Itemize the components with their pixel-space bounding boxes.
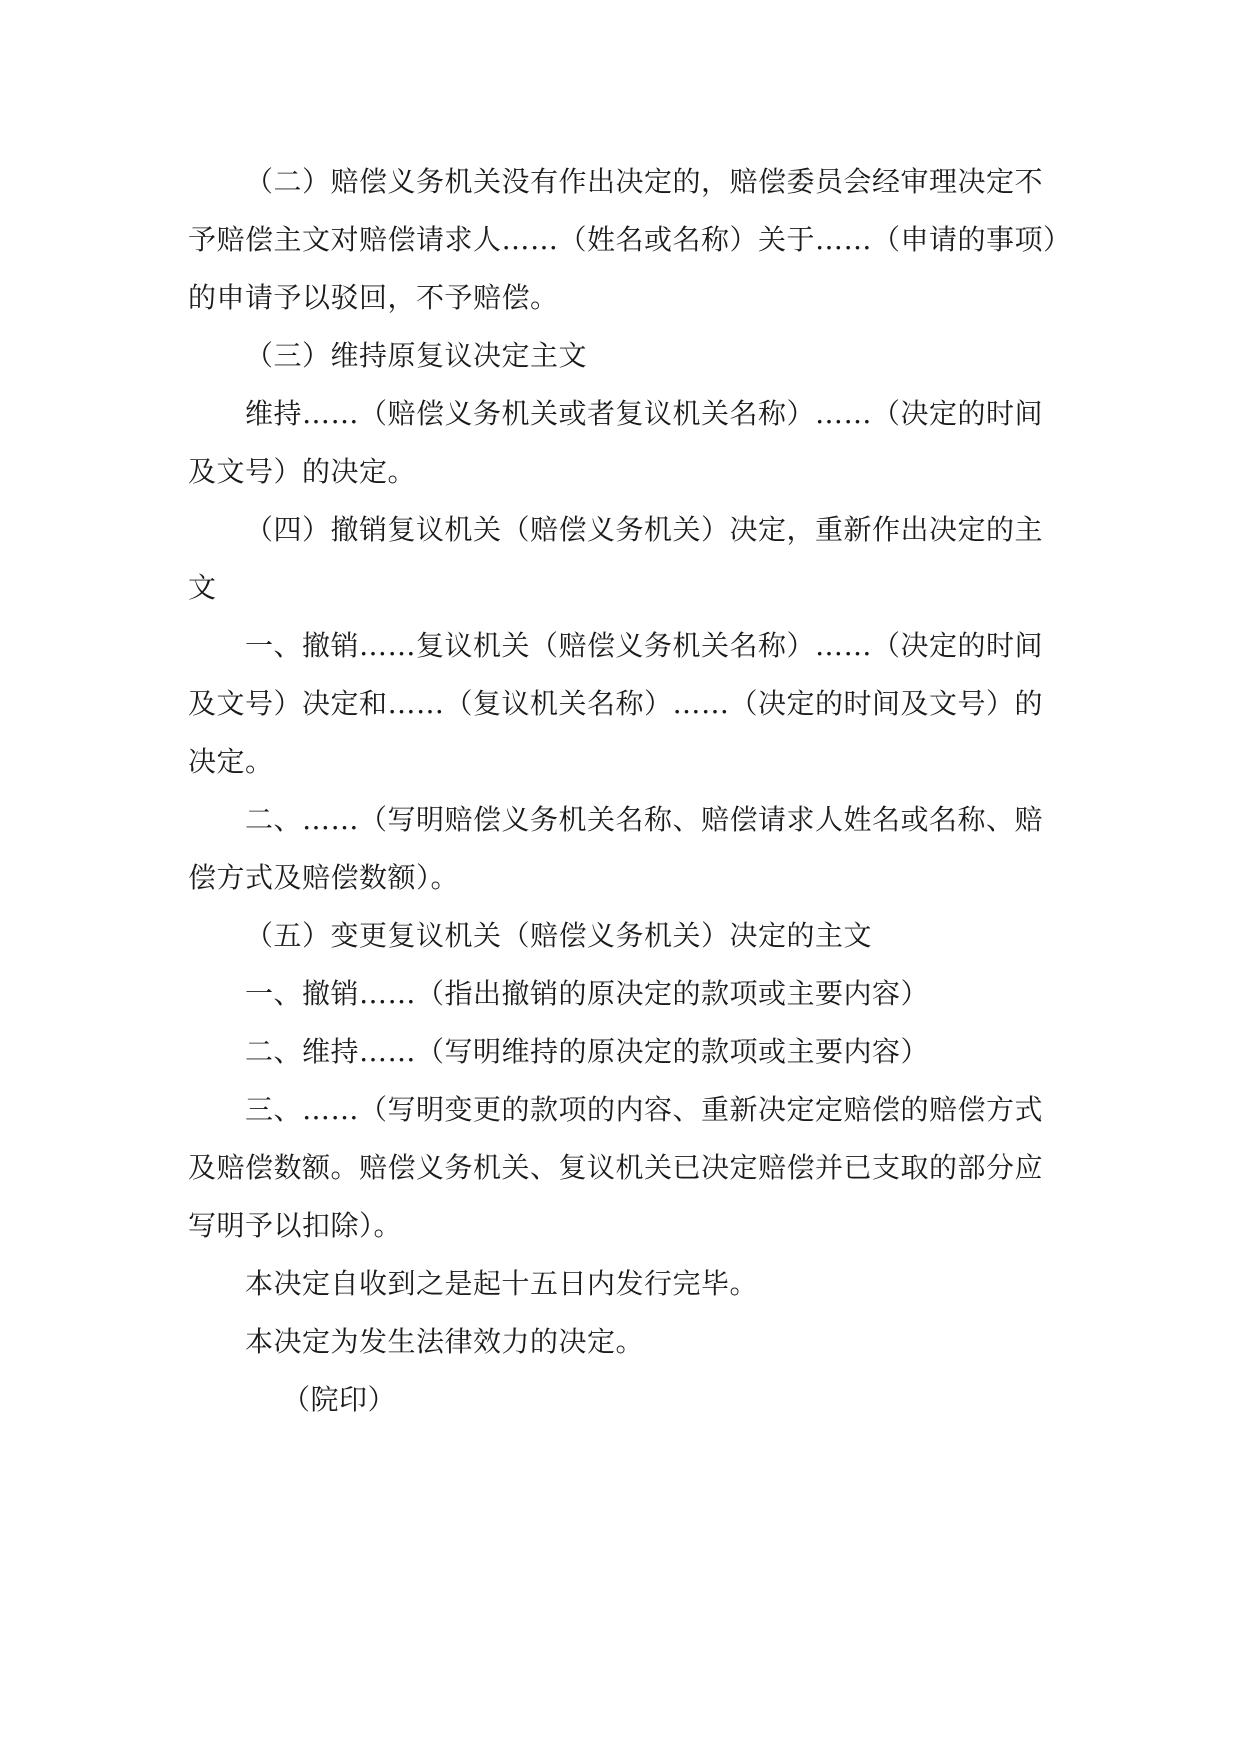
paragraph-line: （二）赔偿义务机关没有作出决定的，赔偿委员会经审理决定不 [245,165,1044,198]
paragraph-line: 予赔偿主文对赔偿请求人……（姓名或名称）关于……（申请的事项） [188,223,1072,256]
paragraph-line: 维持……（赔偿义务机关或者复议机关名称）……（决定的时间 [245,397,1044,430]
paragraph-line: 一、撤销……（指出撤销的原决定的款项或主要内容） [245,977,930,1010]
paragraph-line: 偿方式及赔偿数额）。 [188,861,460,894]
paragraph-line: 的申请予以驳回，不予赔偿。 [188,281,559,314]
section-heading: （三）维持原复议决定主文 [245,339,588,372]
paragraph-line: 三、……（写明变更的款项的内容、重新决定定赔偿的赔偿方式 [245,1093,1044,1126]
paragraph-line: 二、……（写明赔偿义务机关名称、赔偿请求人姓名或名称、赔 [245,803,1044,836]
paragraph-line: 一、撤销……复议机关（赔偿义务机关名称）……（决定的时间 [245,629,1044,662]
paragraph-line: 及赔偿数额。赔偿义务机关、复议机关已决定赔偿并已支取的部分应 [188,1151,1044,1184]
paragraph-line: 及文号）决定和……（复议机关名称）……（决定的时间及文号）的 [188,687,1044,720]
paragraph-line: 二、维持……（写明维持的原决定的款项或主要内容） [245,1035,930,1068]
paragraph-line: 写明予以扣除）。 [188,1209,403,1242]
section-heading: 文 [188,571,217,604]
paragraph-line: 决定。 [188,745,274,778]
section-heading: （四）撤销复议机关（赔偿义务机关）决定，重新作出决定的主 [245,513,1044,546]
court-seal-label: （院印） [282,1383,397,1416]
paragraph-line: 及文号）的决定。 [188,455,417,488]
paragraph-line: 本决定自收到之是起十五日内发行完毕。 [245,1267,759,1300]
section-heading: （五）变更复议机关（赔偿义务机关）决定的主文 [245,919,873,952]
paragraph-line: 本决定为发生法律效力的决定。 [245,1325,645,1358]
